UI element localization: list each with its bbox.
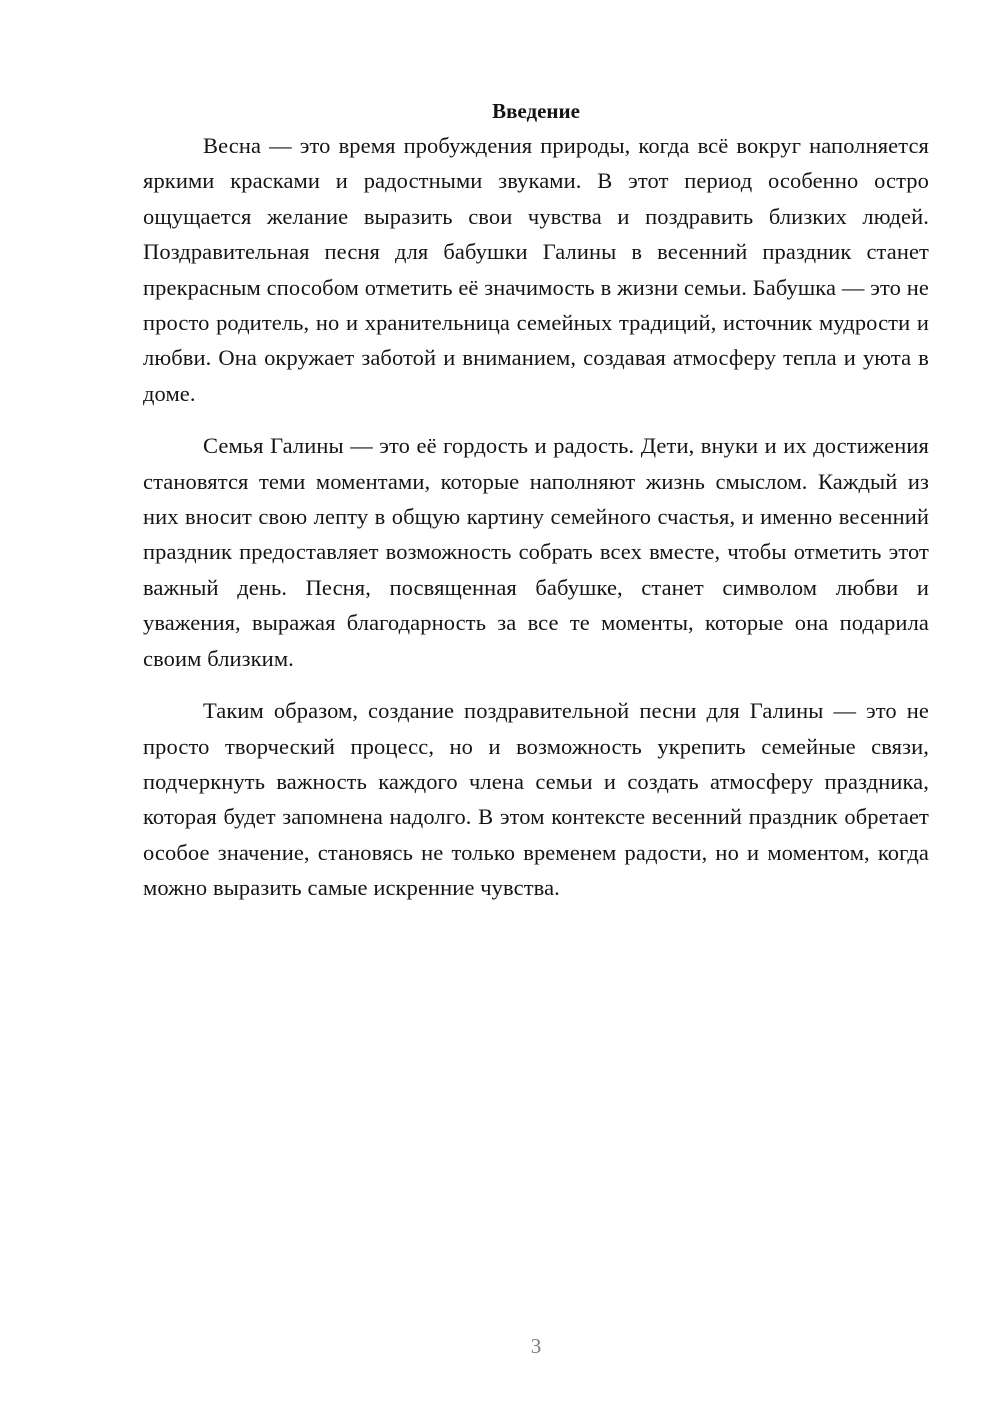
paragraph-3: Таким образом, создание поздравительной песни для Галины — это не просто творческий процесс, но и возможность укрепить семейные связи, подчеркнуть важность каждого члена семьи и создать атмосферу праздника, которая будет запомнена надолго. В этом контексте весенний праздник обретает особое значение, становясь не только временем радости, но и моментом, когда можно выразить самые искренние чувства.	[143, 698, 929, 901]
paragraph-1: Весна — это время пробуждения природы, когда всё вокруг наполняется яркими красками и радостными звуками. В этот период особенно остро ощущается желание выразить свои чувства и поздравить близких людей. Поздравительная песня для бабушки Галины в весенний праздник станет прекрасным способом отметить её значимость в жизни семьи. Бабушка — это не просто родитель, но и хранительница семейных традиций, источник мудрости и любви. Она окружает заботой и вниманием, создавая атмосферу тепла и уюта в доме.	[143, 133, 929, 406]
paragraph-2: Семья Галины — это её гордость и радость. Дети, внуки и их достижения становятся теми моментами, которые наполняют жизнь смыслом. Каждый из них вносит свою лепту в общую картину семейного счастья, и именно весенний праздник предоставляет возможность собрать всех вместе, чтобы отметить этот важный день. Песня, посвященная бабушке, станет символом любви и уважения, выражая благодарность за все те моменты, которые она подарила своим близким.	[143, 433, 929, 671]
section-heading: Введение	[492, 99, 580, 123]
page-body	[143, 96, 929, 923]
page-number: 3	[530, 1334, 542, 1358]
